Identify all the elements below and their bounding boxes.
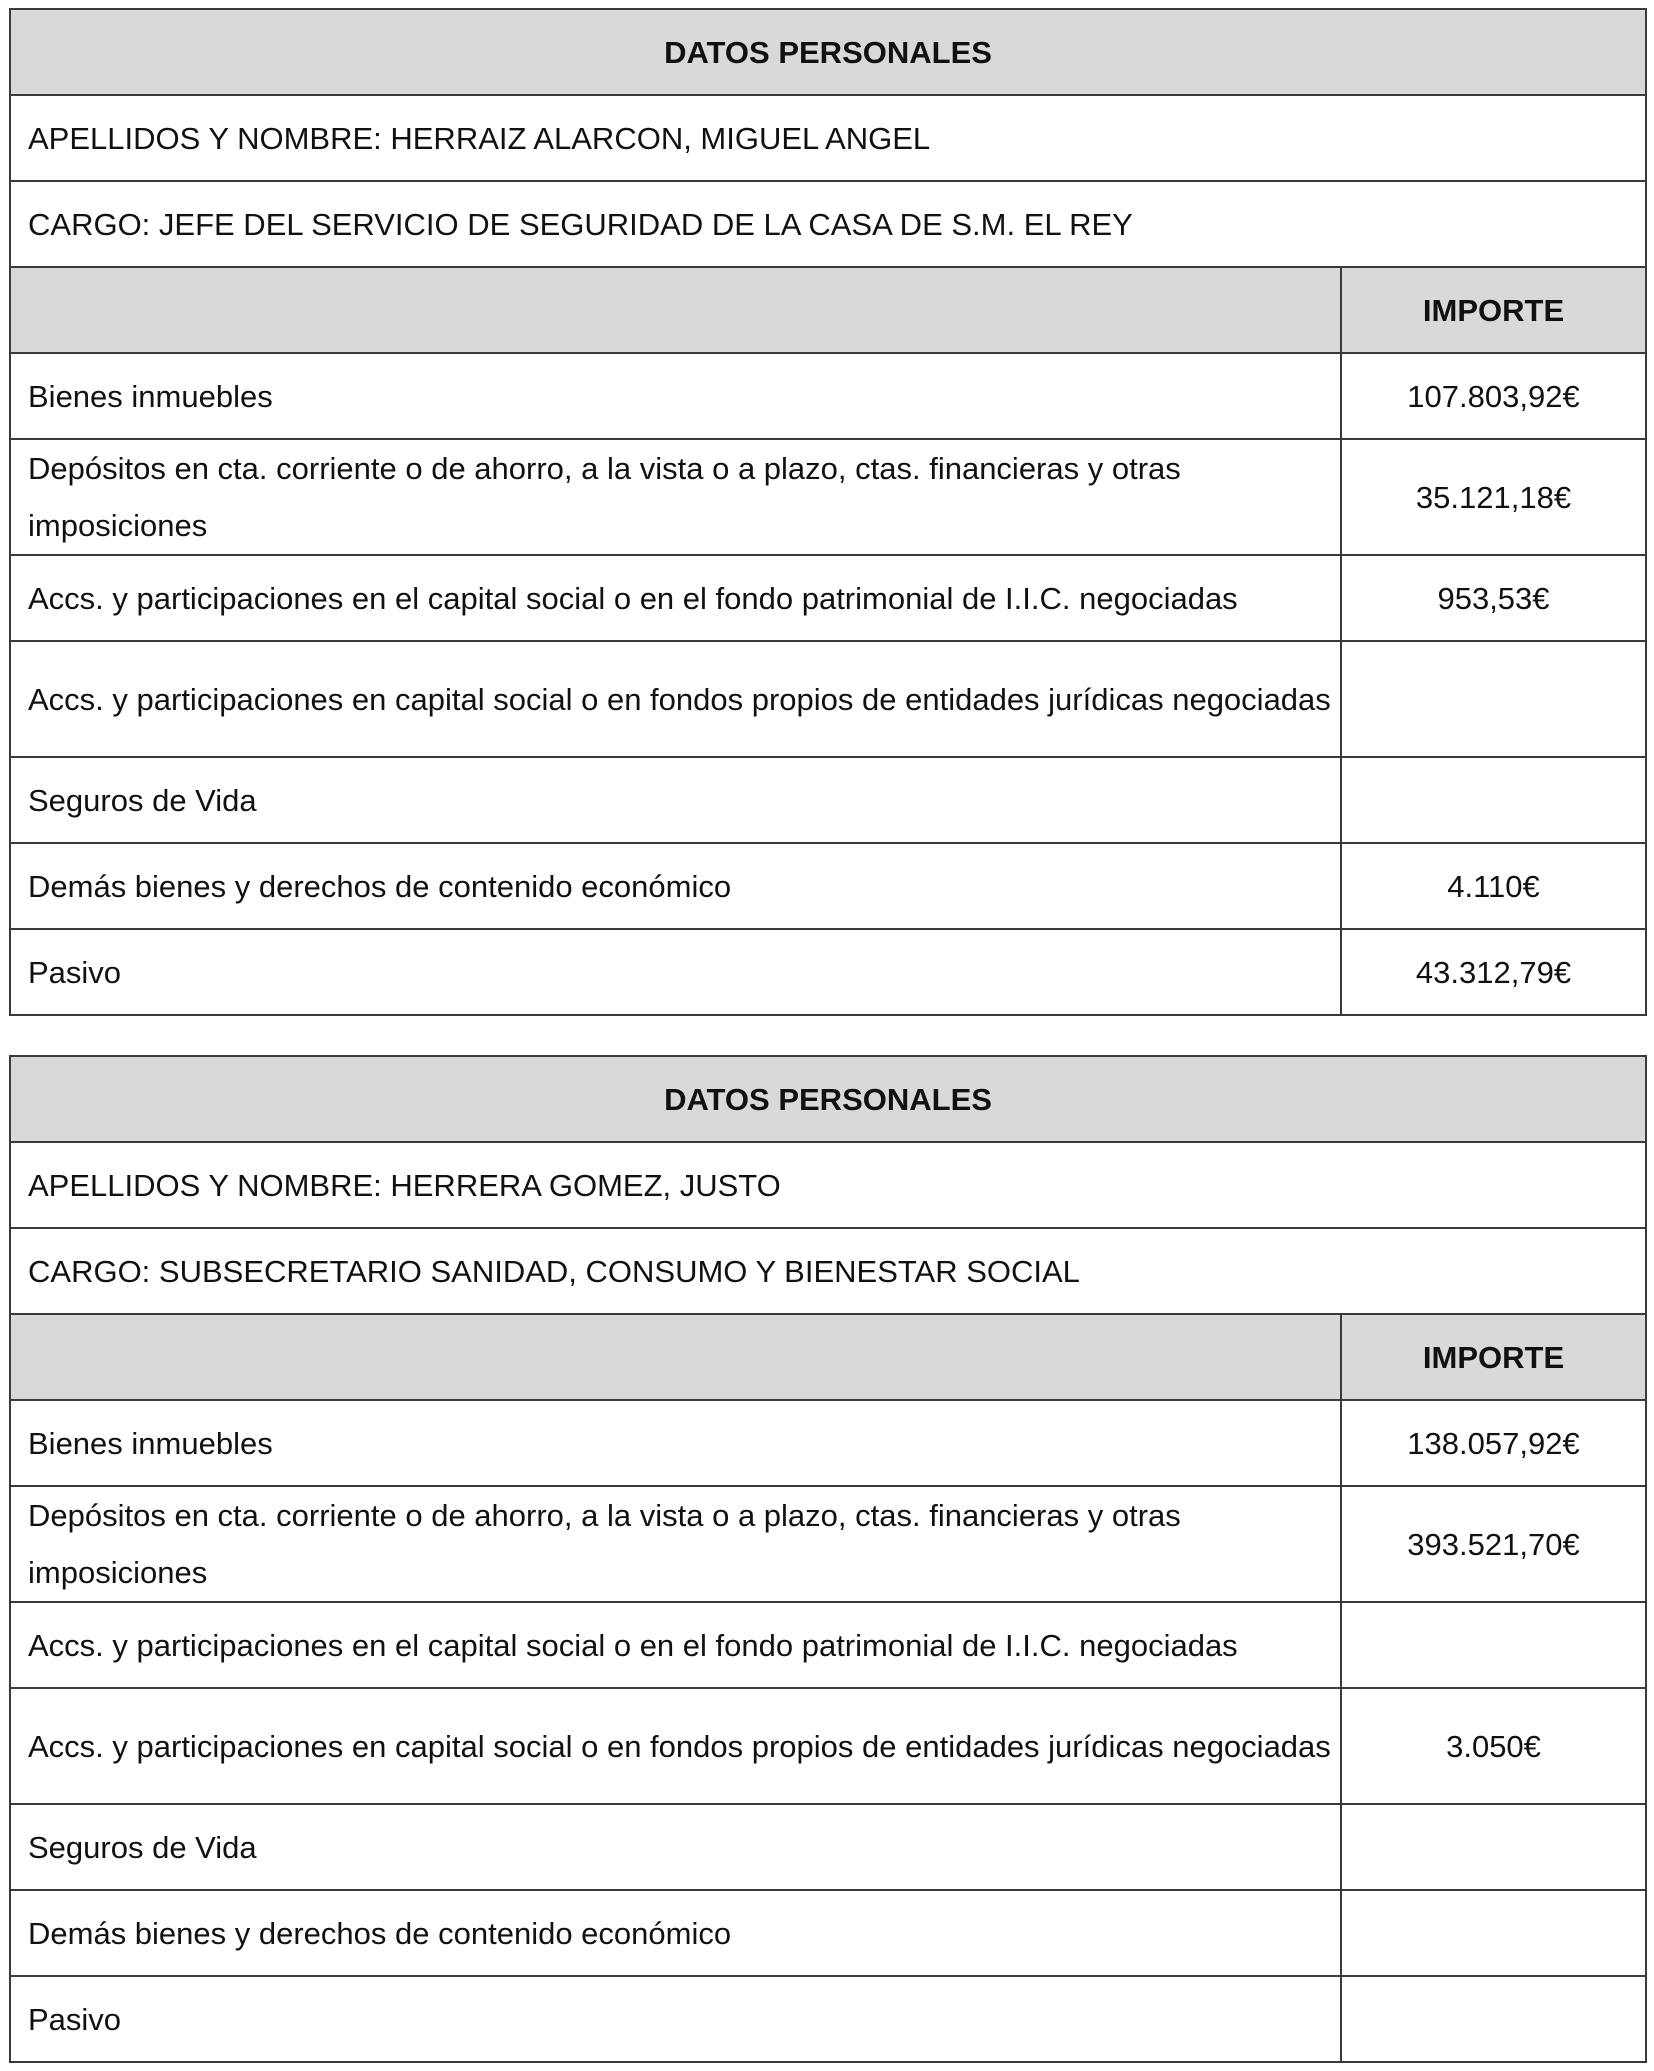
asset-amount — [1341, 1976, 1646, 2062]
asset-row — [10, 641, 1646, 757]
asset-amount — [1341, 1890, 1646, 1976]
position-field: CARGO: JEFE DEL SERVICIO DE SEGURIDAD DE LA CASA DE S.M. EL REY — [10, 181, 1646, 267]
asset-concept: Depósitos en cta. corriente o de ahorro, a la vista o a plazo, ctas. financieras y otras imposiciones — [10, 439, 1341, 555]
concept-header-cell — [10, 267, 1341, 353]
asset-row — [10, 1890, 1646, 1976]
asset-concept: Pasivo — [10, 1976, 1341, 2062]
asset-concept: Accs. y participaciones en el capital social o en el fondo patrimonial de I.I.C. negociadas — [10, 1602, 1341, 1688]
asset-row — [10, 555, 1646, 641]
section-header: DATOS PERSONALES — [10, 9, 1646, 95]
asset-amount: 3.050€ — [1341, 1688, 1646, 1804]
asset-row — [10, 843, 1646, 929]
asset-row — [10, 1804, 1646, 1890]
asset-concept: Bienes inmuebles — [10, 353, 1341, 439]
declaration-table-2 — [9, 1055, 1647, 2063]
asset-amount — [1341, 641, 1646, 757]
asset-row — [10, 757, 1646, 843]
asset-row — [10, 1688, 1646, 1804]
section-header: DATOS PERSONALES — [10, 1056, 1646, 1142]
asset-concept: Seguros de Vida — [10, 1804, 1341, 1890]
asset-row — [10, 1400, 1646, 1486]
asset-concept: Seguros de Vida — [10, 757, 1341, 843]
amount-header: IMPORTE — [1341, 1314, 1646, 1400]
asset-amount: 43.312,79€ — [1341, 929, 1646, 1015]
name-field: APELLIDOS Y NOMBRE: HERRAIZ ALARCON, MIGUEL ANGEL — [10, 95, 1646, 181]
asset-concept: Accs. y participaciones en capital social o en fondos propios de entidades jurídicas negociadas — [10, 1688, 1341, 1804]
asset-amount: 953,53€ — [1341, 555, 1646, 641]
asset-amount: 393.521,70€ — [1341, 1486, 1646, 1602]
asset-concept: Accs. y participaciones en el capital social o en el fondo patrimonial de I.I.C. negociadas — [10, 555, 1341, 641]
position-row — [10, 1228, 1646, 1314]
position-row — [10, 181, 1646, 267]
name-row — [10, 1142, 1646, 1228]
asset-row — [10, 1976, 1646, 2062]
asset-amount — [1341, 1804, 1646, 1890]
asset-concept: Demás bienes y derechos de contenido económico — [10, 843, 1341, 929]
asset-row — [10, 353, 1646, 439]
asset-amount: 4.110€ — [1341, 843, 1646, 929]
amount-header-row — [10, 1314, 1646, 1400]
asset-concept: Accs. y participaciones en capital social o en fondos propios de entidades jurídicas negociadas — [10, 641, 1341, 757]
asset-amount: 138.057,92€ — [1341, 1400, 1646, 1486]
name-field: APELLIDOS Y NOMBRE: HERRERA GOMEZ, JUSTO — [10, 1142, 1646, 1228]
amount-header-row — [10, 267, 1646, 353]
section-header-row — [10, 1056, 1646, 1142]
asset-concept: Demás bienes y derechos de contenido económico — [10, 1890, 1341, 1976]
name-row — [10, 95, 1646, 181]
concept-header-cell — [10, 1314, 1341, 1400]
asset-concept: Pasivo — [10, 929, 1341, 1015]
asset-row — [10, 439, 1646, 555]
asset-amount: 107.803,92€ — [1341, 353, 1646, 439]
asset-row — [10, 1486, 1646, 1602]
section-header-row — [10, 9, 1646, 95]
asset-amount: 35.121,18€ — [1341, 439, 1646, 555]
asset-concept: Depósitos en cta. corriente o de ahorro, a la vista o a plazo, ctas. financieras y otras imposiciones — [10, 1486, 1341, 1602]
declaration-table-1 — [9, 8, 1647, 1016]
asset-amount — [1341, 1602, 1646, 1688]
position-field: CARGO: SUBSECRETARIO SANIDAD, CONSUMO Y BIENESTAR SOCIAL — [10, 1228, 1646, 1314]
asset-concept: Bienes inmuebles — [10, 1400, 1341, 1486]
amount-header: IMPORTE — [1341, 267, 1646, 353]
asset-row — [10, 1602, 1646, 1688]
asset-row — [10, 929, 1646, 1015]
asset-amount — [1341, 757, 1646, 843]
